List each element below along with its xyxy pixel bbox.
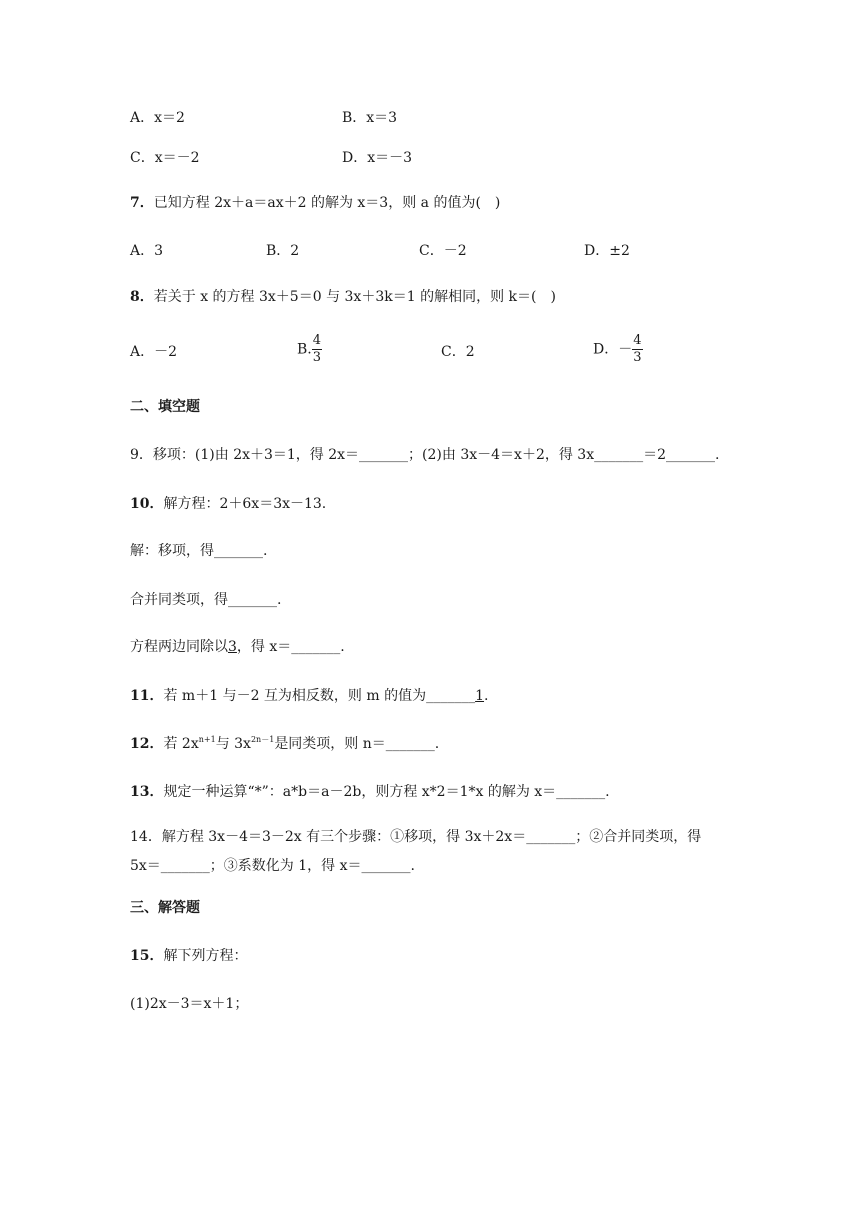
question-13 [130, 782, 610, 802]
question-10-number: 10． [130, 496, 164, 512]
question-8-number: 8． [130, 289, 154, 305]
question-15-number: 15． [130, 948, 164, 964]
question-10 [130, 494, 326, 514]
question-14-line-2: 5x＝_______；③系数化为 1，得 x＝_______. [130, 858, 415, 874]
question-12-part-b: 与 3x [215, 736, 251, 752]
q8-option-d [593, 333, 643, 366]
q6-option-d: D．x＝－3 [342, 150, 413, 166]
question-13-text: 规定一种运算“*”：a*b＝a－2b，则方程 x*2＝1*x 的解为 x＝_______. [163, 784, 610, 800]
q6-option-c: C．x＝－2 [130, 150, 200, 166]
question-15-text: 解下列方程： [163, 948, 248, 964]
question-10-step-3 [130, 637, 345, 657]
question-9: 9．移项：(1)由 2x＋3＝1，得 2x＝_______；(2)由 3x－4＝x＋2，得 3x_______＝2_______. [130, 447, 720, 463]
question-12-part-a: 若 2x [163, 736, 199, 752]
fraction-denominator: 3 [312, 350, 322, 365]
q6-option-b: B．x＝3 [342, 110, 398, 126]
question-11-answer: 1 [475, 688, 485, 704]
question-7-number: 7． [130, 195, 154, 211]
fraction-denominator: 3 [633, 350, 642, 365]
question-15-part-1: (1)2x－3＝x＋1； [130, 996, 249, 1012]
question-10-step-2: 合并同类项，得_______. [130, 592, 282, 608]
q7-option-d: D．±2 [584, 243, 630, 259]
q8-option-b [297, 333, 322, 366]
question-14-line-1: 14．解方程 3x－4＝3－2x 有三个步骤：①移项，得 3x＋2x＝_______；②合并同类项，得 [130, 829, 702, 845]
exponent-1: n+1 [198, 735, 216, 744]
q8-option-b-label: B. [297, 341, 312, 358]
section-heading-solve: 三、解答题 [130, 900, 200, 916]
question-11-text: 若 m＋1 与－2 互为相反数，则 m 的值为_______ [163, 688, 476, 704]
exponent-2: 2n－1 [250, 735, 275, 744]
question-12-number: 12． [130, 736, 164, 752]
q7-option-c: C．－2 [419, 243, 467, 259]
fraction-numerator: 4 [312, 333, 322, 348]
q8-option-b-fraction [312, 333, 322, 366]
q7-option-a: A．3 [130, 243, 164, 259]
question-8-text: 若关于 x 的方程 3x＋5＝0 与 3x＋3k＝1 的解相同，则 k＝( ) [153, 289, 556, 305]
question-12 [130, 734, 439, 754]
q6-option-a: A．x＝2 [130, 110, 185, 126]
question-10-step-1: 解：移项，得_______. [130, 543, 268, 559]
q8-option-c: C．2 [441, 344, 475, 360]
question-11-end: . [484, 688, 489, 704]
question-13-number: 13． [130, 784, 164, 800]
question-8 [130, 287, 556, 307]
question-11-number: 11． [130, 688, 164, 704]
q8-option-d-label: D．－ [593, 341, 633, 358]
question-15 [130, 946, 247, 966]
q8-option-d-fraction [632, 333, 642, 366]
q8-option-a: A．－2 [130, 344, 178, 360]
question-12-part-c: 是同类项，则 n＝_______. [274, 736, 440, 752]
step-3-text-c: ，得 x＝_______. [236, 639, 345, 655]
step-3-text-a: 方程两边同除以 [130, 639, 228, 655]
q7-option-b: B．2 [266, 243, 300, 259]
section-heading-fill-in: 二、填空题 [130, 399, 200, 415]
question-7-text: 已知方程 2x＋a＝ax＋2 的解为 x＝3，则 a 的值为( ) [153, 195, 501, 211]
question-11 [130, 686, 488, 706]
question-7 [130, 193, 500, 213]
fraction-numerator: 4 [633, 333, 642, 348]
step-3-divisor: 3 [228, 639, 237, 655]
question-10-text: 解方程：2＋6x＝3x－13. [163, 496, 327, 512]
